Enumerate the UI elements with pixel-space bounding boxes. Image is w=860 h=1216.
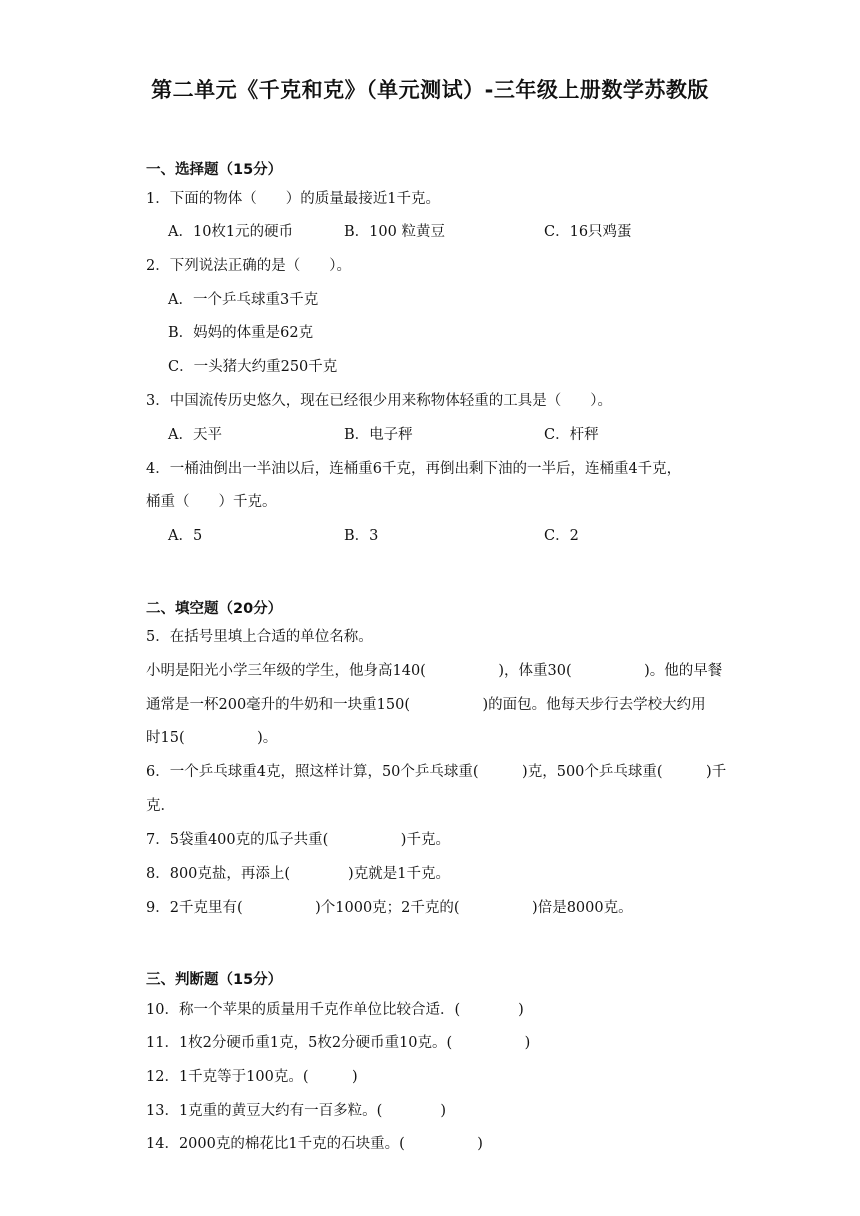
question-6-line-1: 6．一个乒乓球重4克，照这样计算，50个乒乓球重( )克，500个乒乓球重( )千 (146, 764, 727, 780)
question-6-line-2: 克． (146, 798, 175, 814)
page-title: 第二单元《千克和克》（单元测试）-三年级上册数学苏教版 (151, 78, 709, 102)
question-10: 10．称一个苹果的质量用千克作单位比较合适．( ) (146, 1002, 524, 1018)
question-5-line-1: 小明是阳光小学三年级的学生，他身高140( )，体重30( )。他的早餐 (146, 663, 723, 679)
question-4-option-a: A．5 (168, 528, 203, 544)
question-4-option-c: C．2 (544, 528, 579, 544)
question-1-option-c: C．16只鸡蛋 (544, 224, 632, 240)
question-1-option-b: B．100 粒黄豆 (344, 224, 445, 240)
question-11: 11．1枚2分硬币重1克，5枚2分硬币重10克。( ) (146, 1035, 531, 1051)
section-heading-judge: 三、判断题（15分） (146, 972, 283, 988)
section-heading-choice: 一、选择题（15分） (146, 162, 283, 178)
question-4-stem-line-2: 桶重（ ）千克。 (146, 494, 277, 510)
question-7: 7．5袋重400克的瓜子共重( )千克。 (146, 832, 450, 848)
question-4-option-b: B．3 (344, 528, 379, 544)
question-9: 9．2千克里有( )个1000克；2千克的( )倍是8000克。 (146, 900, 633, 916)
question-2-option-c: C．一头猪大约重250千克 (168, 359, 338, 375)
question-5-line-3: 时15( )。 (146, 730, 278, 746)
question-3-stem: 3．中国流传历史悠久，现在已经很少用来称物体轻重的工具是（ ）。 (146, 393, 612, 409)
question-5-stem: 5．在括号里填上合适的单位名称。 (146, 629, 373, 645)
question-14: 14．2000克的棉花比1千克的石块重。( ) (146, 1136, 483, 1152)
question-8: 8．800克盐，再添上( )克就是1千克。 (146, 866, 450, 882)
question-12: 12．1千克等于100克。( ) (146, 1069, 358, 1085)
question-1-option-a: A．10枚1元的硬币 (168, 224, 294, 240)
question-3-option-b: B．电子秤 (344, 427, 413, 443)
question-3-option-c: C．杆秤 (544, 427, 599, 443)
question-13: 13．1克重的黄豆大约有一百多粒。( ) (146, 1103, 446, 1119)
question-2-option-b: B．妈妈的体重是62克 (168, 325, 314, 341)
question-2-option-a: A．一个乒乓球重3千克 (168, 292, 319, 308)
question-5-line-2: 通常是一杯200毫升的牛奶和一块重150( )的面包。他每天步行去学校大约用 (146, 697, 706, 713)
question-2-stem: 2．下列说法正确的是（ ）。 (146, 258, 351, 274)
question-3-option-a: A．天平 (168, 427, 222, 443)
section-heading-fill: 二、填空题（20分） (146, 601, 283, 617)
question-1-stem: 1．下面的物体（ ）的质量最接近1千克。 (146, 191, 440, 207)
question-4-stem-line-1: 4．一桶油倒出一半油以后，连桶重6千克，再倒出剩下油的一半后，连桶重4千克， (146, 461, 682, 477)
